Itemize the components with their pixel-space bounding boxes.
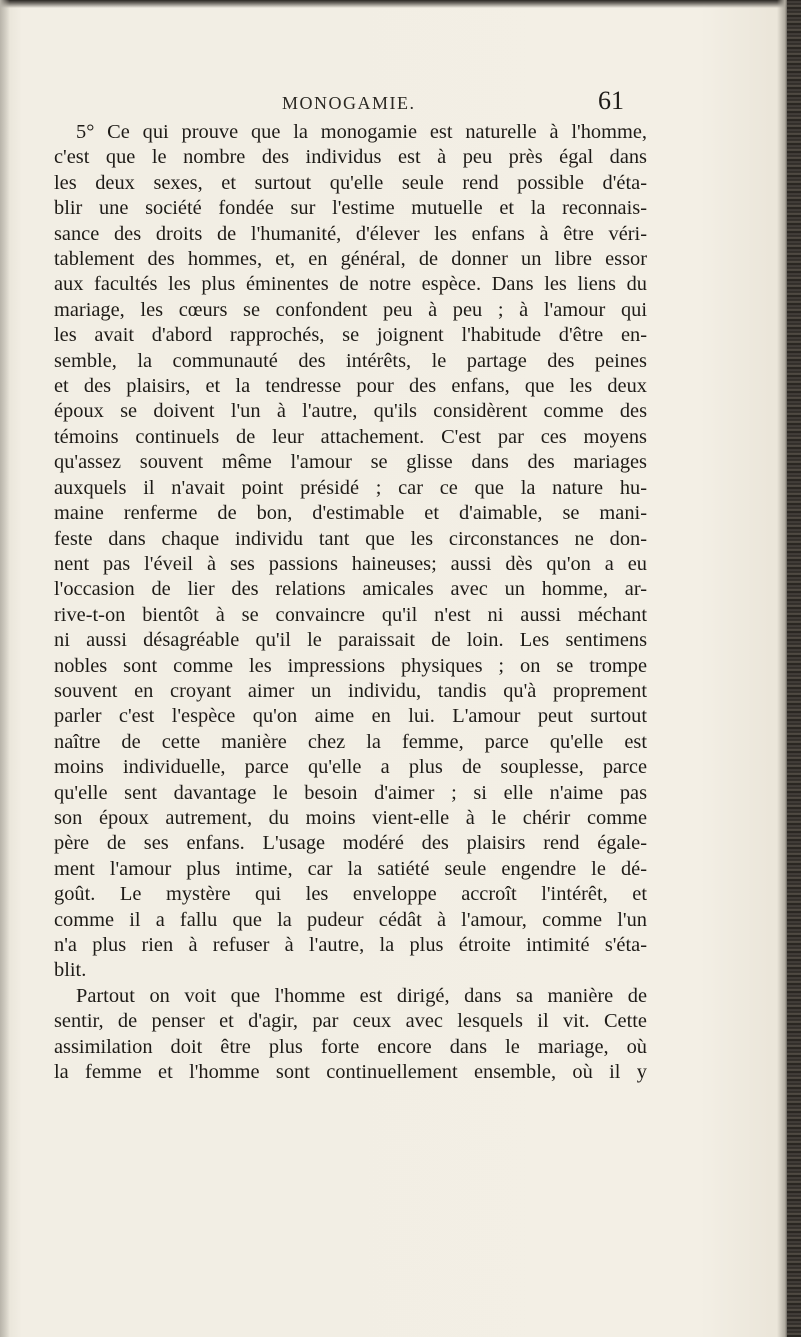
text-line: les avait d'abord rapprochés, se joignent l'habitude d'être en-	[54, 324, 647, 347]
text-line: sentir, de penser et d'agir, par ceux avec lesquels il vit. Cette	[54, 1010, 647, 1033]
binding-shadow	[777, 0, 787, 1337]
text-line: souvent en croyant aimer un individu, tandis qu'à proprement	[54, 679, 647, 702]
body-text	[54, 120, 647, 1085]
text-line: mariage, les cœurs se confondent peu à peu ; à l'amour qui	[54, 298, 647, 321]
text-line: ment l'amour plus intime, car la satiété seule engendre le dé-	[54, 857, 647, 880]
text-line: les deux sexes, et surtout qu'elle seule rend possible d'éta-	[54, 171, 647, 194]
text-line: moins individuelle, parce qu'elle a plus de souplesse, parce	[54, 756, 647, 779]
text-line: aux facultés les plus éminentes de notre espèce. Dans les liens du	[54, 273, 647, 296]
book-binding	[787, 0, 801, 1337]
text-line: témoins continuels de leur attachement. C'est par ces moyens	[54, 425, 647, 448]
text-line: époux se doivent l'un à l'autre, qu'ils considèrent comme des	[54, 400, 647, 423]
text-line: l'occasion de lier des relations amicales avec un homme, ar-	[54, 578, 647, 601]
text-line: tablement des hommes, et, en général, de donner un libre essor	[54, 248, 647, 271]
text-line: père de ses enfans. L'usage modéré des plaisirs rend égale-	[54, 832, 647, 855]
page-number: 61	[598, 86, 624, 115]
text-line: comme il a fallu que la pudeur cédât à l'amour, comme l'un	[54, 908, 647, 931]
text-line: parler c'est l'espèce qu'on aime en lui. L'amour peut surtout	[54, 705, 647, 728]
text-line: nobles sont comme les impressions physiques ; on se trompe	[54, 654, 647, 677]
text-line: 5° Ce qui prouve que la monogamie est naturelle à l'homme,	[76, 121, 647, 143]
text-line: assimilation doit être plus forte encore dans le mariage, où	[54, 1035, 647, 1058]
text-line: goût. Le mystère qui les enveloppe accroît l'intérêt, et	[54, 883, 647, 906]
text-line: naître de cette manière chez la femme, parce qu'elle est	[54, 730, 647, 753]
text-line: blit.	[54, 959, 87, 982]
text-line: maine renferme de bon, d'estimable et d'aimable, se mani-	[54, 502, 647, 525]
text-line: son époux autrement, du moins vient-elle à le chérir comme	[54, 806, 647, 829]
text-line: nent pas l'éveil à ses passions haineuses; aussi dès qu'on a eu	[54, 552, 647, 575]
page-header	[0, 86, 801, 120]
text-line: qu'assez souvent même l'amour se glisse dans des mariages	[54, 451, 647, 474]
running-head: MONOGAMIE.	[282, 93, 416, 113]
text-line: n'a plus rien à refuser à l'autre, la plus étroite intimité s'éta-	[54, 934, 647, 956]
text-line: c'est que le nombre des individus est à peu près égal dans	[54, 146, 647, 169]
paragraph	[54, 120, 647, 984]
page-left-shadow	[0, 0, 10, 1337]
text-line: ni aussi désagréable qu'il le paraissait de loin. Les sentimens	[54, 629, 647, 652]
text-line: qu'elle sent davantage le besoin d'aimer ; si elle n'aime pas	[54, 781, 647, 804]
text-line: feste dans chaque individu tant que les circonstances ne don-	[54, 527, 647, 550]
text-line: sance des droits de l'humanité, d'élever les enfans à être véri-	[54, 222, 647, 245]
text-line: la femme et l'homme sont continuellement ensemble, où il y	[54, 1061, 647, 1084]
text-line: et des plaisirs, et la tendresse pour des enfans, que les deux	[54, 375, 647, 398]
text-line: blir une société fondée sur l'estime mutuelle et la reconnais-	[54, 197, 647, 220]
text-line: auxquels il n'avait point présidé ; car ce que la nature hu-	[54, 476, 647, 499]
paragraph	[54, 984, 647, 1086]
text-line: Partout on voit que l'homme est dirigé, dans sa manière de	[76, 984, 647, 1007]
text-line: semble, la communauté des intérêts, le partage des peines	[54, 349, 647, 372]
text-line: rive-t-on bientôt à se convaincre qu'il n'est ni aussi méchant	[54, 603, 647, 626]
page-top-edge	[0, 0, 801, 8]
